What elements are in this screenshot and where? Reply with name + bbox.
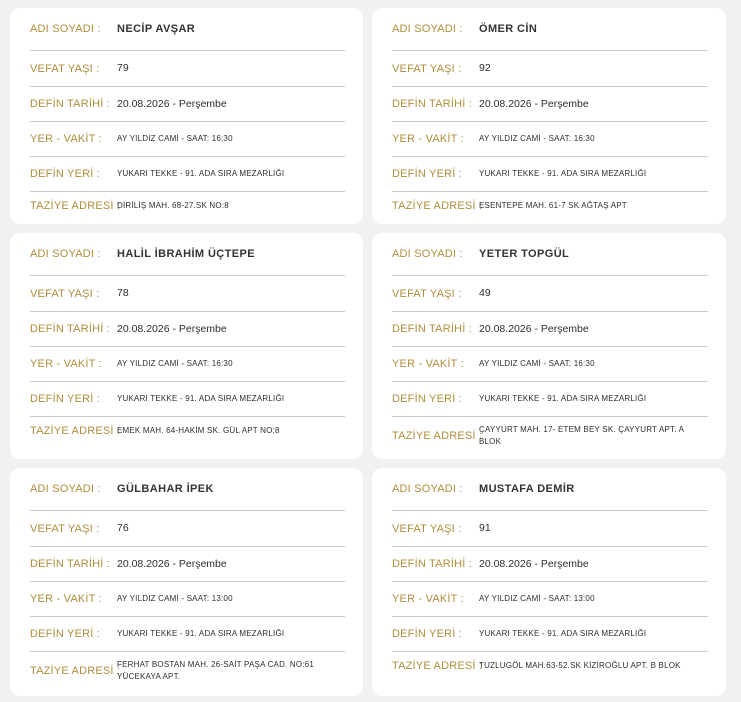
condolence-label: TAZİYE ADRESİ : bbox=[30, 425, 121, 437]
condolence-row bbox=[30, 192, 345, 220]
burial-date-value: 20.08.2026 - Perşembe bbox=[117, 322, 227, 335]
condolence-row bbox=[30, 652, 345, 690]
name-row bbox=[392, 233, 708, 276]
name-value: GÜLBAHAR İPEK bbox=[117, 482, 214, 495]
burial-place-value: YUKARI TEKKE - 91. ADA SIRA MEZARLIĞI bbox=[117, 629, 285, 638]
burial-date-row bbox=[392, 87, 708, 122]
burial-date-value: 20.08.2026 - Perşembe bbox=[117, 97, 227, 110]
place-time-label: YER - VAKİT : bbox=[392, 133, 464, 145]
condolence-label: TAZİYE ADRESİ : bbox=[392, 660, 483, 672]
name-value: MUSTAFA DEMİR bbox=[479, 482, 575, 495]
burial-date-value: 20.08.2026 - Perşembe bbox=[117, 557, 227, 570]
place-time-row bbox=[392, 122, 708, 157]
place-time-value: AY YILDIZ CAMİ - SAAT: 16:30 bbox=[479, 134, 595, 143]
name-label: ADI SOYADI : bbox=[392, 483, 463, 495]
condolence-label: TAZİYE ADRESİ : bbox=[30, 200, 121, 212]
name-row bbox=[30, 233, 345, 276]
name-label: ADI SOYADI : bbox=[392, 248, 463, 260]
burial-date-label: DEFİN TARİHİ : bbox=[392, 558, 473, 570]
place-time-value: AY YILDIZ CAMİ - SAAT: 13:00 bbox=[479, 594, 595, 603]
age-label: VEFAT YAŞI : bbox=[392, 522, 462, 535]
condolence-value: TUZLUGÖL MAH.63-52.SK KİZİROĞLU APT. B BLOK bbox=[479, 661, 681, 670]
obituary-card bbox=[372, 468, 726, 696]
burial-date-value: 20.08.2026 - Perşembe bbox=[479, 557, 589, 570]
place-time-row bbox=[30, 122, 345, 157]
burial-place-label: DEFİN YERİ : bbox=[392, 168, 463, 180]
burial-place-value: YUKARI TEKKE - 91. ADA SIRA MEZARLIĞI bbox=[479, 169, 647, 178]
burial-place-value: YUKARI TEKKE - 91. ADA SIRA MEZARLIĞI bbox=[479, 394, 647, 403]
age-value: 49 bbox=[479, 287, 491, 299]
obituary-card bbox=[10, 468, 363, 696]
burial-date-row bbox=[30, 87, 345, 122]
place-time-label: YER - VAKİT : bbox=[30, 593, 102, 605]
burial-place-row bbox=[30, 382, 345, 417]
burial-date-value: 20.08.2026 - Perşembe bbox=[479, 322, 589, 335]
burial-place-row bbox=[30, 157, 345, 192]
age-label: VEFAT YAŞI : bbox=[30, 62, 100, 75]
place-time-row bbox=[30, 347, 345, 382]
burial-place-label: DEFİN YERİ : bbox=[30, 628, 101, 640]
place-time-value: AY YILDIZ CAMİ - SAAT: 16:30 bbox=[117, 134, 233, 143]
condolence-row bbox=[392, 417, 708, 455]
obituary-card bbox=[372, 8, 726, 224]
condolence-value: DİRİLİŞ MAH. 68-27.SK NO:8 bbox=[117, 201, 229, 210]
age-value: 79 bbox=[117, 62, 129, 74]
burial-place-value: YUKARI TEKKE - 91. ADA SIRA MEZARLIĞI bbox=[117, 394, 285, 403]
age-row bbox=[392, 511, 708, 547]
burial-date-row bbox=[30, 547, 345, 582]
place-time-label: YER - VAKİT : bbox=[392, 358, 464, 370]
place-time-value: AY YILDIZ CAMİ - SAAT: 16:30 bbox=[479, 359, 595, 368]
obituary-card bbox=[372, 233, 726, 459]
name-row bbox=[392, 8, 708, 51]
burial-place-label: DEFİN YERİ : bbox=[30, 393, 101, 405]
name-label: ADI SOYADI : bbox=[392, 23, 463, 35]
age-label: VEFAT YAŞI : bbox=[392, 287, 462, 300]
condolence-row bbox=[392, 652, 708, 680]
place-time-label: YER - VAKİT : bbox=[30, 358, 102, 370]
condolence-value: EMEK MAH. 64-HAKİM SK. GÜL APT NO:8 bbox=[117, 426, 280, 435]
age-label: VEFAT YAŞI : bbox=[392, 62, 462, 75]
burial-date-label: DEFİN TARİHİ : bbox=[30, 98, 111, 110]
condolence-value: ESENTEPE MAH. 61-7 SK AĞTAŞ APT bbox=[479, 201, 627, 210]
place-time-row bbox=[30, 582, 345, 617]
place-time-label: YER - VAKİT : bbox=[30, 133, 102, 145]
burial-place-row bbox=[392, 617, 708, 652]
burial-place-value: YUKARI TEKKE - 91. ADA SIRA MEZARLIĞI bbox=[479, 629, 647, 638]
age-row bbox=[30, 276, 345, 312]
age-value: 92 bbox=[479, 62, 491, 74]
burial-place-label: DEFİN YERİ : bbox=[30, 168, 101, 180]
name-label: ADI SOYADI : bbox=[30, 248, 101, 260]
burial-date-row bbox=[30, 312, 345, 347]
burial-date-value: 20.08.2026 - Perşembe bbox=[479, 97, 589, 110]
age-value: 91 bbox=[479, 522, 491, 534]
place-time-value: AY YILDIZ CAMİ - SAAT: 13:00 bbox=[117, 594, 233, 603]
name-row bbox=[30, 468, 345, 511]
burial-place-label: DEFİN YERİ : bbox=[392, 393, 463, 405]
condolence-row bbox=[392, 192, 708, 220]
condolence-value: FERHAT BOSTAN MAH. 26-SAİT PAŞA CAD. NO:61 YÜCEKAYA APT. bbox=[117, 660, 315, 681]
name-value: HALİL İBRAHİM ÜÇTEPE bbox=[117, 247, 255, 260]
burial-place-row bbox=[392, 157, 708, 192]
name-value: ÖMER CİN bbox=[479, 22, 538, 35]
name-row bbox=[30, 8, 345, 51]
age-value: 78 bbox=[117, 287, 129, 299]
burial-date-label: DEFİN TARİHİ : bbox=[392, 323, 473, 335]
age-label: VEFAT YAŞI : bbox=[30, 287, 100, 300]
burial-date-row bbox=[392, 547, 708, 582]
age-label: VEFAT YAŞI : bbox=[30, 522, 100, 535]
place-time-row bbox=[392, 347, 708, 382]
burial-place-value: YUKARI TEKKE - 91. ADA SIRA MEZARLIĞI bbox=[117, 169, 285, 178]
burial-place-label: DEFİN YERİ : bbox=[392, 628, 463, 640]
condolence-label: TAZİYE ADRESİ : bbox=[30, 665, 121, 677]
burial-date-label: DEFİN TARİHİ : bbox=[30, 323, 111, 335]
burial-place-row bbox=[30, 617, 345, 652]
age-value: 76 bbox=[117, 522, 129, 534]
burial-date-row bbox=[392, 312, 708, 347]
obituary-card bbox=[10, 8, 363, 224]
name-label: ADI SOYADI : bbox=[30, 23, 101, 35]
age-row bbox=[30, 51, 345, 87]
place-time-label: YER - VAKİT : bbox=[392, 593, 464, 605]
condolence-row bbox=[30, 417, 345, 445]
age-row bbox=[392, 276, 708, 312]
name-label: ADI SOYADI : bbox=[30, 483, 101, 495]
burial-place-row bbox=[392, 382, 708, 417]
condolence-label: TAZİYE ADRESİ : bbox=[392, 430, 483, 442]
age-row bbox=[30, 511, 345, 547]
name-value: NECİP AVŞAR bbox=[117, 22, 196, 35]
place-time-value: AY YILDIZ CAMİ - SAAT: 16:30 bbox=[117, 359, 233, 368]
name-row bbox=[392, 468, 708, 511]
condolence-label: TAZİYE ADRESİ : bbox=[392, 200, 483, 212]
age-row bbox=[392, 51, 708, 87]
condolence-value: ÇAYYURT MAH. 17- ETEM BEY SK. ÇAYYURT APT. A BLOK bbox=[479, 425, 684, 446]
burial-date-label: DEFİN TARİHİ : bbox=[30, 558, 111, 570]
place-time-row bbox=[392, 582, 708, 617]
obituary-card bbox=[10, 233, 363, 459]
burial-date-label: DEFİN TARİHİ : bbox=[392, 98, 473, 110]
name-value: YETER TOPGÜL bbox=[479, 247, 570, 260]
